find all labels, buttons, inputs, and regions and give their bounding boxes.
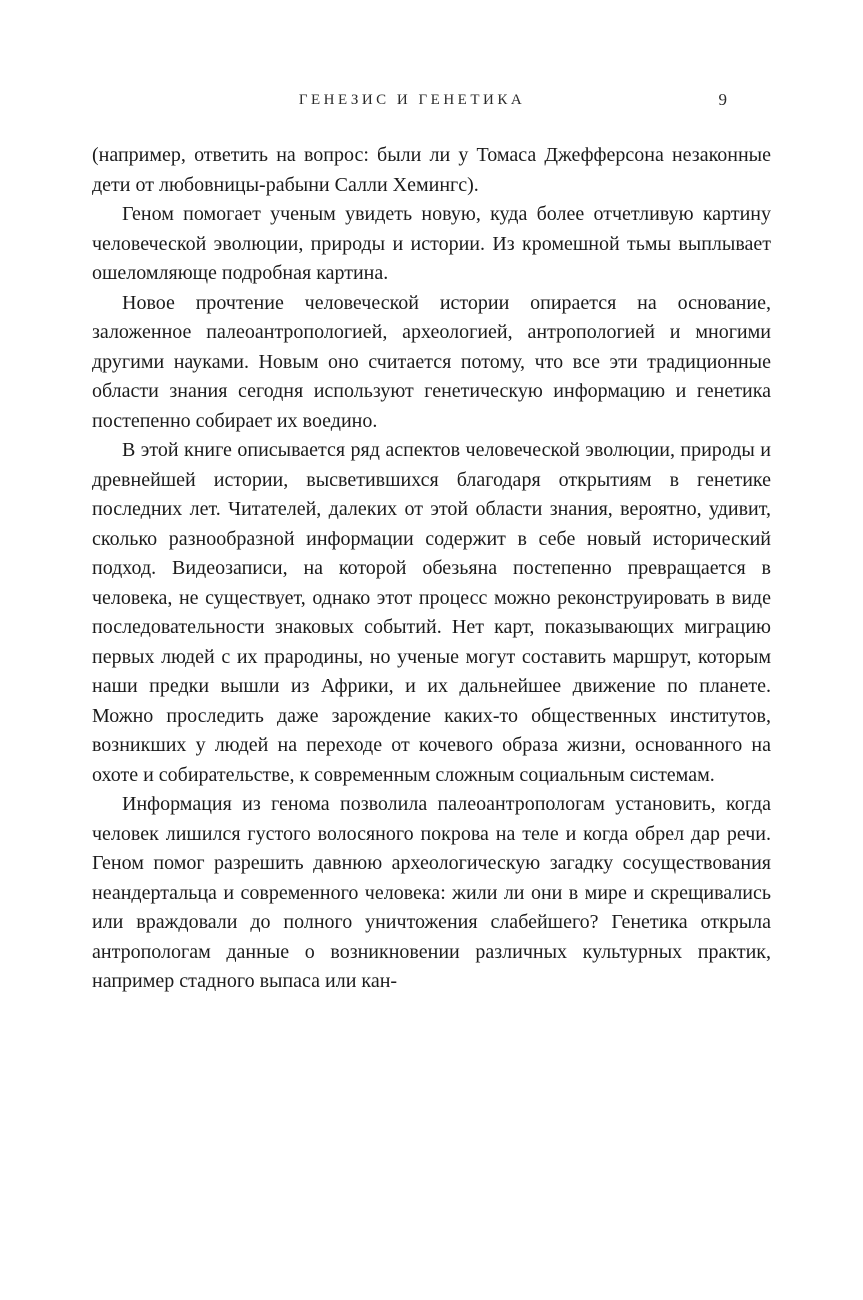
- paragraph: Новое прочтение человеческой истории опирается на основание, заложенное палеоантропологией, археологией, антропологией и многими другими науками. Новым оно считается потому, что все эти традиционные области знания сегодня используют генетическую информацию и генетика постепенно собирает их воедино.: [92, 291, 771, 432]
- paragraph: (например, ответить на вопрос: были ли у Томаса Джефферсона незаконные дети от любовницы-рабыни Салли Хемингс).: [92, 144, 771, 196]
- page-number: 9: [718, 90, 727, 109]
- paragraph: В этой книге описывается ряд аспектов человеческой эволюции, природы и древнейшей истории, высветившихся благодаря открытиям в генетике последних лет. Читателей, далеких от этой области знания, вероятно, удивит, сколько разнообразной информации содержит в себе новый исторический подход. Видеозаписи, на которой обезьяна постепенно превращается в человека, не существует, однако этот процесс можно реконструировать в виде последовательности знаковых событий. Нет карт, показывающих миграцию первых людей с их прародины, но ученые могут составить маршрут, которым наши предки вышли из Африки, и их дальнейшее движение по планете. Можно проследить даже зарождение каких-то общественных институтов, возникших у людей на переходе от кочевого образа жизни, основанного на охоте и собирательстве, к современным сложным социальным системам.: [92, 439, 771, 786]
- paragraph: Геном помогает ученым увидеть новую, куда более отчетливую картину человеческой эволюции, природы и истории. Из кромешной тьмы выплывает ошеломляюще подробная картина.: [92, 203, 771, 284]
- running-title: ГЕНЕЗИС И ГЕНЕТИКА: [298, 92, 526, 108]
- text-block: [92, 141, 771, 997]
- paragraph: Информация из генома позволила палеоантропологам установить, когда человек лишился густого волосяного покрова на теле и когда обрел дар речи. Геном помог разрешить давнюю археологическую загадку сосуществования неандертальца и современного человека: жили ли они в мире и скрещивались или враждовали до полного уничтожения слабейшего? Генетика открыла антропологам данные о возникновении различных культурных практик, например стадного выпаса или кан-: [92, 793, 771, 992]
